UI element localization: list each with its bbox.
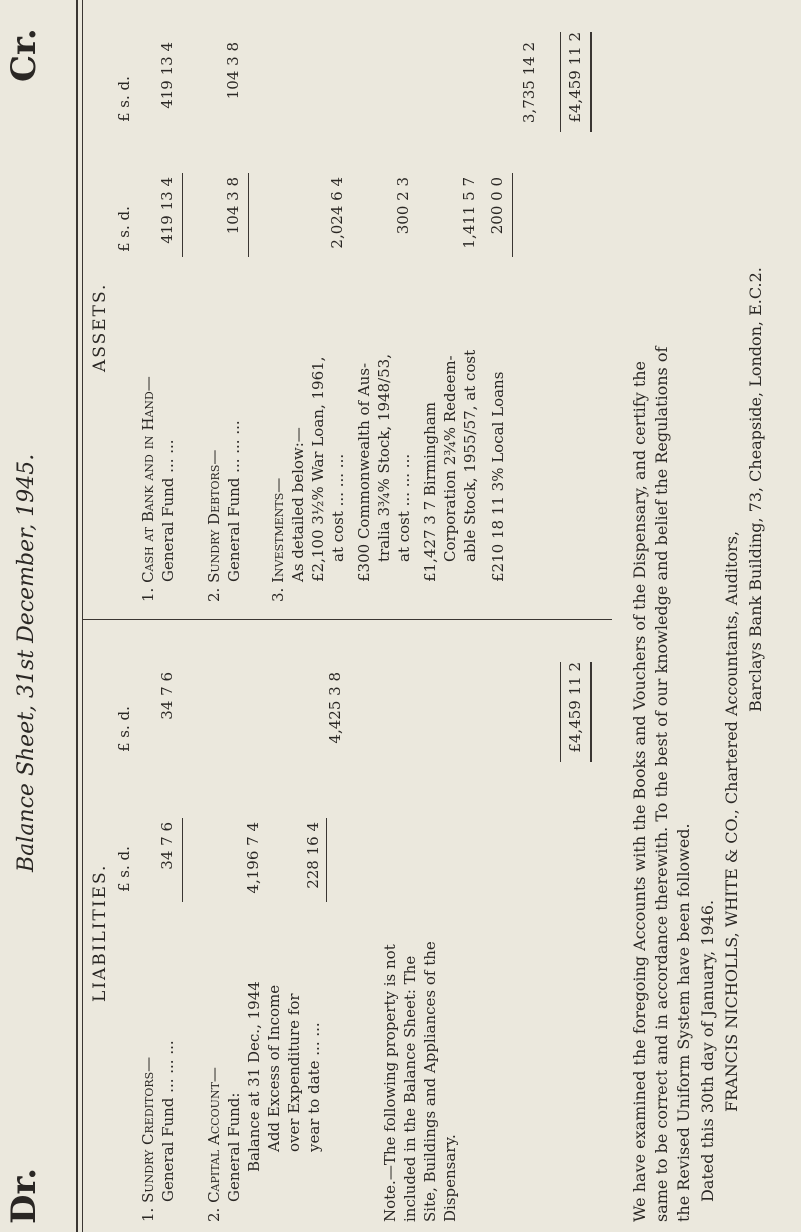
liab-total-rule-top bbox=[560, 662, 561, 762]
add-excess-line2: over Expenditure for bbox=[285, 993, 303, 1152]
certificate-date: Dated this 30th day of January, 1946. bbox=[698, 899, 717, 1202]
auditors-address: Barclays Bank Building, 73, Cheapside, London, E.C.2. bbox=[746, 267, 765, 712]
cash-label: 1. Cash at Bank and in Hand— bbox=[139, 376, 157, 602]
page-title: Balance Sheet, 31st December, 1945. bbox=[14, 453, 39, 872]
header-rule bbox=[76, 0, 78, 1232]
assets-total: £4,459 11 2 bbox=[566, 32, 584, 123]
inv-commonwealth-l3: at cost ... ... ... bbox=[395, 453, 413, 562]
assets-total-rule-top bbox=[560, 32, 561, 132]
capital-rule bbox=[326, 818, 327, 902]
auditors-name: FRANCIS NICHOLLS, WHITE & CO., Chartered Accountants, Auditors, bbox=[722, 530, 741, 1112]
inv-commonwealth-value: 300 2 3 bbox=[394, 177, 412, 235]
inv-birmingham-l2: Corporation 2¾% Redeem- bbox=[441, 355, 459, 562]
center-divider bbox=[82, 619, 612, 620]
cash-rule bbox=[182, 173, 183, 257]
inv-birmingham-value: 1,411 5 7 bbox=[460, 177, 478, 249]
assets-col-head-2: £ s. d. bbox=[115, 76, 133, 122]
investments-total: 3,735 14 2 bbox=[520, 42, 538, 124]
inv-war-loan-value: 2,024 6 4 bbox=[328, 177, 346, 249]
assets-total-rule-bottom bbox=[590, 32, 592, 132]
sundry-creditors-fund: General Fund ... ... ... bbox=[159, 1040, 177, 1202]
debtors-inner: 104 3 8 bbox=[224, 177, 242, 235]
add-excess-line3: year to date ... ... bbox=[305, 1022, 323, 1152]
balance-1944-value: 4,196 7 4 bbox=[244, 822, 262, 894]
inv-birmingham-l3: able Stock, 1955/57, at cost bbox=[461, 349, 479, 562]
cash-outer: 419 13 4 bbox=[158, 42, 176, 109]
dr-label: Dr. bbox=[4, 1167, 44, 1224]
sundry-creditors-outer: 34 7 6 bbox=[158, 672, 176, 720]
add-excess-value: 228 16 4 bbox=[304, 822, 322, 889]
assets-heading: ASSETS. bbox=[90, 282, 110, 372]
inv-rule bbox=[512, 173, 513, 257]
inv-birmingham-l1: £1,427 3 7 Birmingham bbox=[421, 402, 439, 582]
debtors-rule bbox=[248, 173, 249, 257]
sundry-creditors-inner: 34 7 6 bbox=[158, 822, 176, 870]
header-rule-2 bbox=[82, 0, 83, 1232]
balance-1944-label: Balance at 31 Dec., 1944 bbox=[245, 981, 263, 1172]
investments-label: 3. Investments— bbox=[269, 477, 287, 602]
certificate-line1: We have examined the foregoing Accounts with the Books and Vouchers of the Dispensary, and certify the bbox=[630, 360, 649, 1222]
inv-war-loan-l1: £2,100 3½% War Loan, 1961, bbox=[309, 356, 327, 582]
inv-war-loan-l2: at cost ... ... ... bbox=[329, 453, 347, 562]
liabilities-total: £4,459 11 2 bbox=[566, 662, 584, 753]
sundry-creditors-label: 1. Sundry Creditors— bbox=[139, 1056, 157, 1222]
certificate-line3: the Revised Uniform System have been followed. bbox=[674, 823, 693, 1222]
inv-local-loans-l1: £210 18 11 3% Local Loans bbox=[489, 371, 507, 582]
capital-account-label: 2. Capital Account— bbox=[205, 1067, 223, 1222]
investments-detail: As detailed below:— bbox=[289, 427, 307, 582]
debtors-outer: 104 3 8 bbox=[224, 42, 242, 100]
liab-col-head-2: £ s. d. bbox=[115, 706, 133, 752]
inv-commonwealth-l2: tralia 3¾% Stock, 1948/53, bbox=[375, 354, 393, 562]
assets-col-head: £ s. d. bbox=[115, 206, 133, 252]
creditors-rule bbox=[182, 818, 183, 902]
cash-fund: General Fund ... ... bbox=[159, 439, 177, 582]
certificate-line2: same to be correct and in accordance therewith. To the best of our knowledge and belief the Regulations of bbox=[652, 346, 671, 1222]
debtors-label: 2. Sundry Debtors— bbox=[205, 449, 223, 602]
cash-inner: 419 13 4 bbox=[158, 177, 176, 244]
property-note: Note.—The following property is not included in the Balance Sheet: The Site, Buildings and Appliances of the Dispensary. bbox=[381, 941, 459, 1222]
liab-col-head: £ s. d. bbox=[115, 846, 133, 892]
add-excess-line1: Add Excess of Income bbox=[265, 984, 283, 1152]
capital-total: 4,425 3 8 bbox=[326, 672, 344, 744]
inv-commonwealth-l1: £300 Commonwealth of Aus- bbox=[355, 362, 373, 582]
inv-local-loans-value: 200 0 0 bbox=[488, 177, 506, 235]
cr-label: Cr. bbox=[4, 28, 44, 82]
liab-total-rule-bottom bbox=[590, 662, 592, 762]
liabilities-heading: LIABILITIES. bbox=[90, 863, 110, 1002]
capital-general-fund: General Fund: bbox=[225, 1092, 243, 1202]
debtors-fund: General Fund ... ... ... bbox=[225, 420, 243, 582]
